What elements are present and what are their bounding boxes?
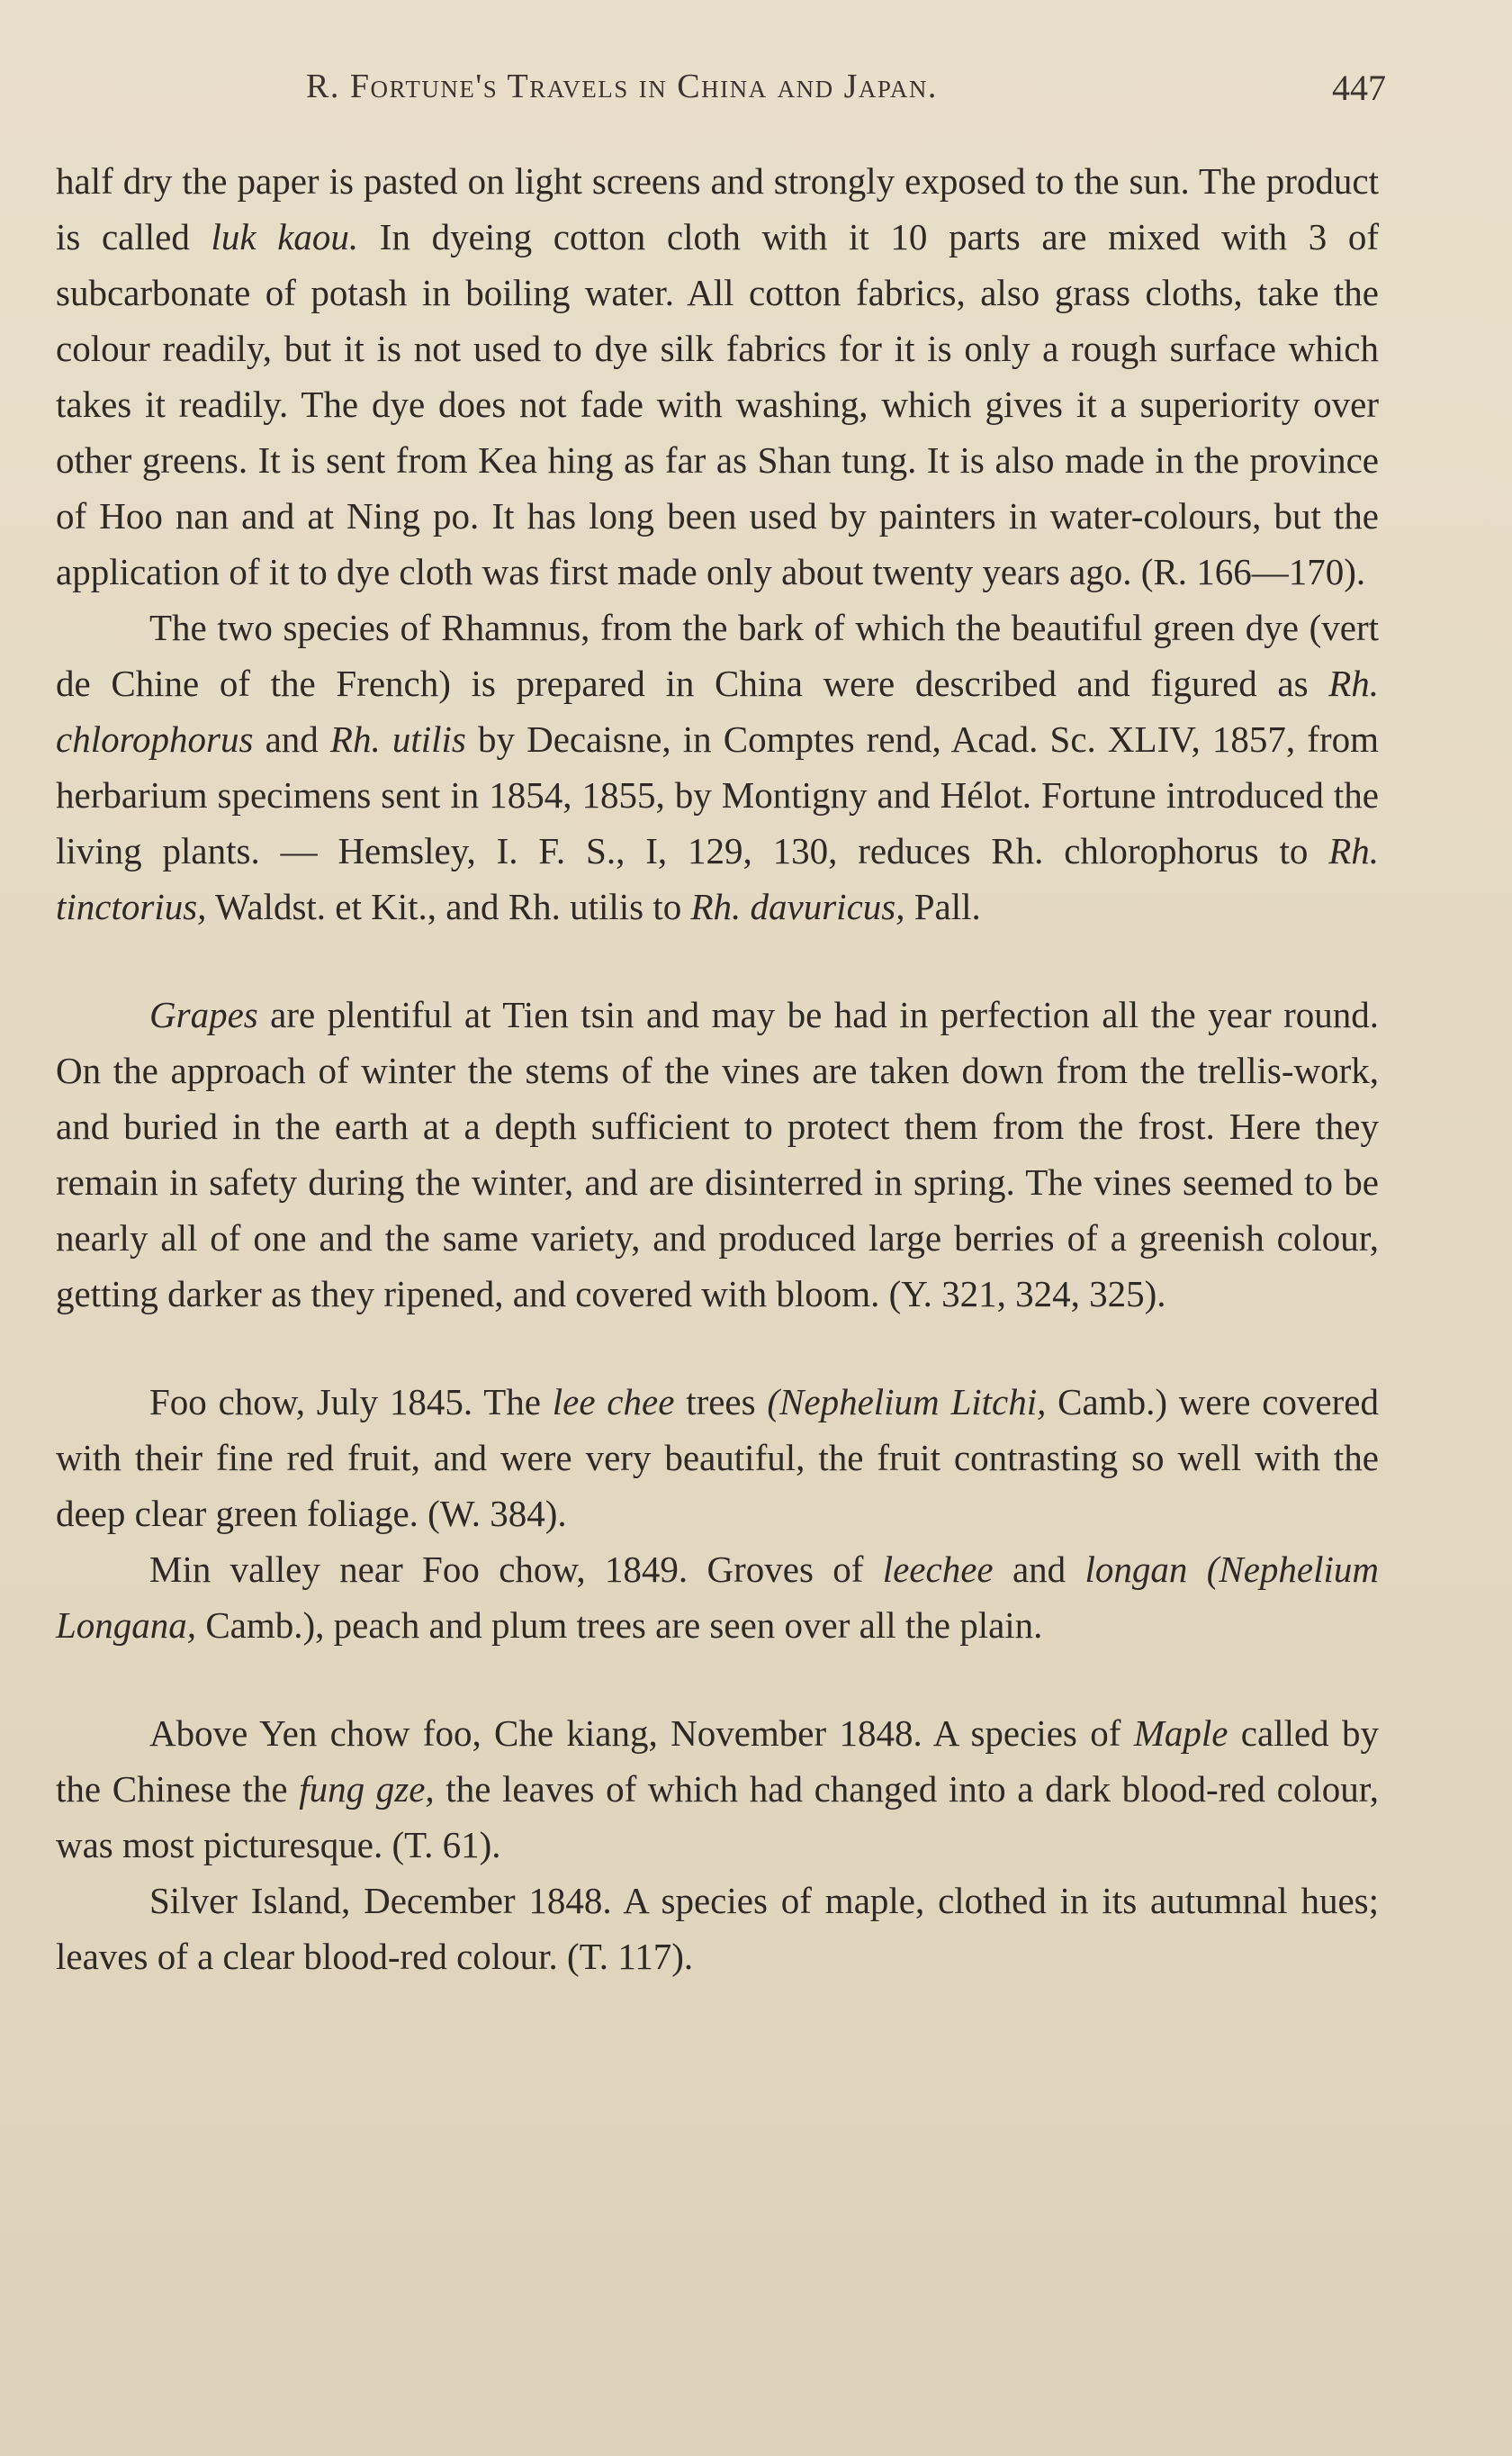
text-run: and	[993, 1549, 1085, 1590]
italic-term: Rh. utilis	[329, 718, 466, 760]
text-run: Waldst. et Kit., and Rh. utilis to	[206, 886, 691, 927]
text-run: Pall.	[904, 886, 981, 927]
italic-term: lee chee	[552, 1381, 675, 1422]
italic-term: (Nephelium Litchi,	[767, 1381, 1047, 1422]
text-run: by Decaisne, in Comptes rend, Acad. Sc. XLIV, 1857, from herbarium specimens sent in 1854, 1855, by Montigny and Hélot. Fortune introduced the living plants. — Hemsley, I. F. S., I, 129, 130, reduces Rh. chlorophorus to	[56, 718, 1379, 871]
paragraph-maple	[56, 1705, 1379, 1873]
paragraph-grapes	[56, 987, 1379, 1322]
text-run: trees	[674, 1381, 768, 1422]
italic-term: fung gze,	[299, 1768, 435, 1810]
italic-term: Grapes	[149, 994, 258, 1035]
italic-term: Maple	[1133, 1712, 1228, 1754]
text-run: half dry the paper is pasted on light screens and strongly exposed to the sun. The product is called	[56, 160, 1379, 257]
paragraph-silver-island	[56, 1873, 1379, 1984]
text-run: and	[253, 718, 330, 760]
paragraph-lee-chee	[56, 1374, 1379, 1541]
italic-term: longan	[1084, 1549, 1188, 1590]
text-run: Min valley near Foo chow, 1849. Groves of	[149, 1549, 883, 1590]
text-run: Foo chow, July 1845. The	[149, 1381, 553, 1422]
text-run: The two species of Rhamnus, from the bark of which the beautiful green dye (vert de Chine of the French) is prepared in China were described and figured as	[56, 607, 1379, 704]
text-run: Camb.), peach and plum trees are seen over all the plain.	[196, 1604, 1043, 1646]
text-run: are plentiful at Tien tsin and may be had in perfection all the year round. On the approach of winter the stems of the vines are taken down from the trellis-work, and buried in the earth at a depth sufficient to protect them from the frost. Here they remain in safety during the winter, and are disinterred in spring. The vines seemed to be nearly all of one and the same variety, and produced large berries of a greenish colour, getting darker as they ripened, and covered with bloom. (Y. 321, 324, 325).	[56, 994, 1379, 1314]
italic-term: luk kaou.	[211, 216, 359, 257]
running-title: R. Fortune's Travels in China and Japan.	[306, 68, 938, 105]
text-run: Above Yen chow foo, Che kiang, November 1848. A species of	[149, 1712, 1134, 1754]
italic-term: (Nephelium Longana,	[56, 1549, 1379, 1646]
text-run: the leaves of which had changed into a dark blood-red colour, was most picturesque. (T. 61).	[56, 1768, 1379, 1865]
italic-term: Rh. tinctorius,	[56, 830, 1379, 927]
running-header	[54, 67, 1386, 121]
text-run	[1187, 1549, 1206, 1590]
text-body	[56, 153, 1379, 1984]
italic-term: Rh. davuricus,	[690, 886, 905, 927]
paragraph-min-valley	[56, 1541, 1379, 1653]
text-run: called by the Chinese the	[56, 1712, 1379, 1810]
text-run: Camb.) were covered with their fine red fruit, and were very beautiful, the fruit contrasting so well with the deep clear green foliage. (W. 384).	[56, 1381, 1379, 1534]
italic-term: Rh. chlorophorus	[56, 663, 1379, 760]
paragraph-dye-process	[56, 153, 1379, 600]
text-run: In dyeing cotton cloth with it 10 parts are mixed with 3 of subcarbonate of potash in boiling water. All cotton fabrics, also grass cloths, take the colour readily, but it is not used to dye silk fabrics for it is only a rough surface which takes it readily. The dye does not fade with washing, which gives it a superiority over other greens. It is sent from Kea hing as far as Shan tung. It is also made in the province of Hoo nan and at Ning po. It has long been used by painters in water-colours, but the application of it to dye cloth was first made only about twenty years ago. (R. 166—170).	[56, 216, 1379, 592]
text-run: Silver Island, December 1848. A species of maple, clothed in its autumnal hues; leaves of a clear blood-red colour. (T. 117).	[56, 1880, 1379, 1977]
paragraph-rhamnus-species	[56, 600, 1379, 935]
page-number: 447	[1332, 68, 1386, 108]
italic-term: leechee	[882, 1549, 994, 1590]
